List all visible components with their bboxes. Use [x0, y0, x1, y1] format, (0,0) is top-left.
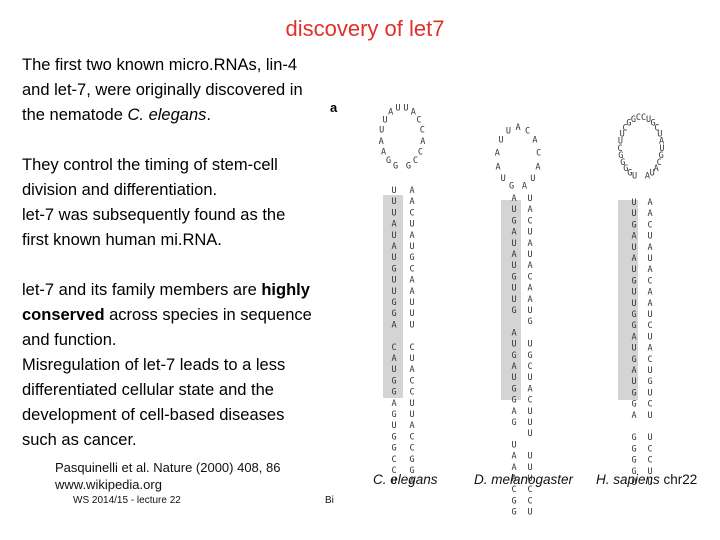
para2-line: first known human mi.RNA.	[22, 231, 222, 249]
para3-line: differentiated cellular state and the	[22, 381, 274, 399]
loop-nucleotide: U	[646, 115, 652, 126]
intro-line: and let-7, were originally discovered in	[22, 81, 303, 99]
panel-label: a	[330, 100, 338, 115]
loop-nucleotide: C	[617, 143, 623, 154]
loop-nucleotide: G	[618, 151, 624, 162]
loop-nucleotide: G	[620, 157, 626, 168]
loop-nucleotide: A	[653, 163, 659, 174]
loop-nucleotide: A	[381, 147, 387, 158]
loop-nucleotide: A	[378, 136, 384, 147]
text: across species in sequence	[104, 306, 312, 324]
loop-nucleotide: U	[500, 174, 506, 185]
loop-nucleotide: A	[521, 181, 528, 192]
para3-line: and function.	[22, 331, 117, 349]
loop-nucleotide: U	[382, 115, 388, 126]
loop-nucleotide: A	[515, 123, 521, 133]
intro-line: The first two known micro.RNAs, lin-4	[22, 56, 298, 74]
loop-nucleotide: U	[619, 129, 625, 140]
loop-nucleotide: C	[536, 148, 542, 159]
para2-line: They control the timing of stem-cell	[22, 156, 278, 174]
loop-nucleotide: A	[410, 107, 416, 118]
loop-nucleotide: U	[631, 171, 638, 182]
loop-nucleotide: A	[658, 136, 665, 147]
species-label	[373, 472, 438, 487]
citation-reference: Pasquinelli et al. Nature (2000) 408, 86	[55, 460, 281, 475]
loop-nucleotide: A	[388, 107, 394, 118]
loop-nucleotide: C	[417, 147, 423, 158]
loop-nucleotide: U	[403, 103, 409, 114]
loop-nucleotide: C	[656, 157, 662, 168]
loop-nucleotide: G	[392, 161, 399, 172]
species-italic: C. elegans	[127, 106, 207, 124]
para2-line: let-7 was subsequently found as the	[22, 206, 286, 224]
loop-nucleotide: U	[395, 103, 401, 114]
species-suffix: chr22	[659, 472, 698, 487]
text: let-7 and its family members are	[22, 281, 262, 299]
text: .	[206, 106, 211, 124]
loop-nucleotide: A	[495, 162, 501, 173]
d-melanogaster-right-strand: UACUAUACAAUG UGCUACUUU UUUCCU	[525, 194, 535, 519]
para2-line: division and differentiation.	[22, 181, 218, 199]
para3-line: such as cancer.	[22, 431, 137, 449]
loop-nucleotide: C	[622, 123, 628, 134]
loop-nucleotide: G	[658, 151, 664, 162]
loop-nucleotide: U	[498, 135, 504, 146]
h-sapiens-left-strand: UUGAUAUGUUGGAUGAUGGA GGGGU	[629, 198, 639, 490]
loop-nucleotide: U	[657, 129, 663, 140]
h-sapiens-right-strand: AACUAUACAAUCUACUGUCU UCCUU	[645, 198, 655, 490]
loop-nucleotide: U	[649, 168, 655, 179]
para3-line: development of cell-based diseases	[22, 406, 285, 424]
species-name: D. melanogaster	[474, 472, 574, 487]
loop-nucleotide: C	[635, 113, 641, 124]
d-melanogaster-left-strand: AUGAUAUGUUG AUGAUGGAG UAAACGG	[509, 194, 519, 519]
c-elegans-right-strand: AACUAUGCAAUUU CUACCUUACCGGA	[407, 186, 417, 489]
footer: WS 2014/15 - lecture 22	[73, 495, 181, 506]
loop-nucleotide: C	[641, 113, 647, 124]
citation-link: www.wikipedia.org	[55, 477, 162, 492]
slide-title: discovery of let7	[285, 16, 445, 41]
loop-nucleotide: C	[416, 115, 422, 126]
loop-nucleotide: C	[412, 156, 418, 167]
loop-nucleotide: A	[532, 135, 538, 146]
c-elegans-left-strand: UUUAUAUGUUGGA CAUGGAGUGGCCU	[389, 186, 399, 489]
loop-nucleotide: G	[623, 163, 629, 174]
text: the nematode	[22, 106, 128, 124]
loop-nucleotide: A	[494, 148, 500, 159]
species-name: H. sapiens	[596, 472, 660, 487]
loop-nucleotide: G	[627, 168, 633, 179]
loop-nucleotide: C	[654, 123, 660, 134]
loop-nucleotide: A	[420, 136, 426, 147]
species-label	[596, 472, 697, 487]
loop-nucleotide: C	[524, 126, 531, 137]
loop-nucleotide: A	[535, 162, 541, 173]
species-label	[474, 472, 573, 487]
loop-nucleotide: G	[386, 156, 392, 167]
loop-nucleotide: G	[626, 118, 632, 129]
loop-nucleotide: A	[644, 171, 651, 182]
loop-nucleotide: G	[405, 161, 412, 172]
loop-nucleotide: U	[530, 174, 536, 185]
bold-text: highly	[261, 281, 310, 299]
loop-nucleotide: U	[379, 125, 385, 136]
loop-nucleotide: U	[659, 143, 665, 154]
loop-nucleotide: C	[419, 125, 425, 136]
loop-nucleotide: U	[617, 136, 624, 147]
loop-nucleotide: G	[630, 115, 636, 126]
loop-nucleotide: G	[508, 181, 515, 192]
loop-nucleotide: G	[650, 118, 656, 129]
footer-right: Bi	[325, 495, 334, 506]
bold-text: conserved	[22, 306, 105, 324]
species-name: C. elegans	[373, 472, 438, 487]
para3-line: Misregulation of let-7 leads to a less	[22, 356, 286, 374]
loop-nucleotide: U	[505, 126, 512, 137]
